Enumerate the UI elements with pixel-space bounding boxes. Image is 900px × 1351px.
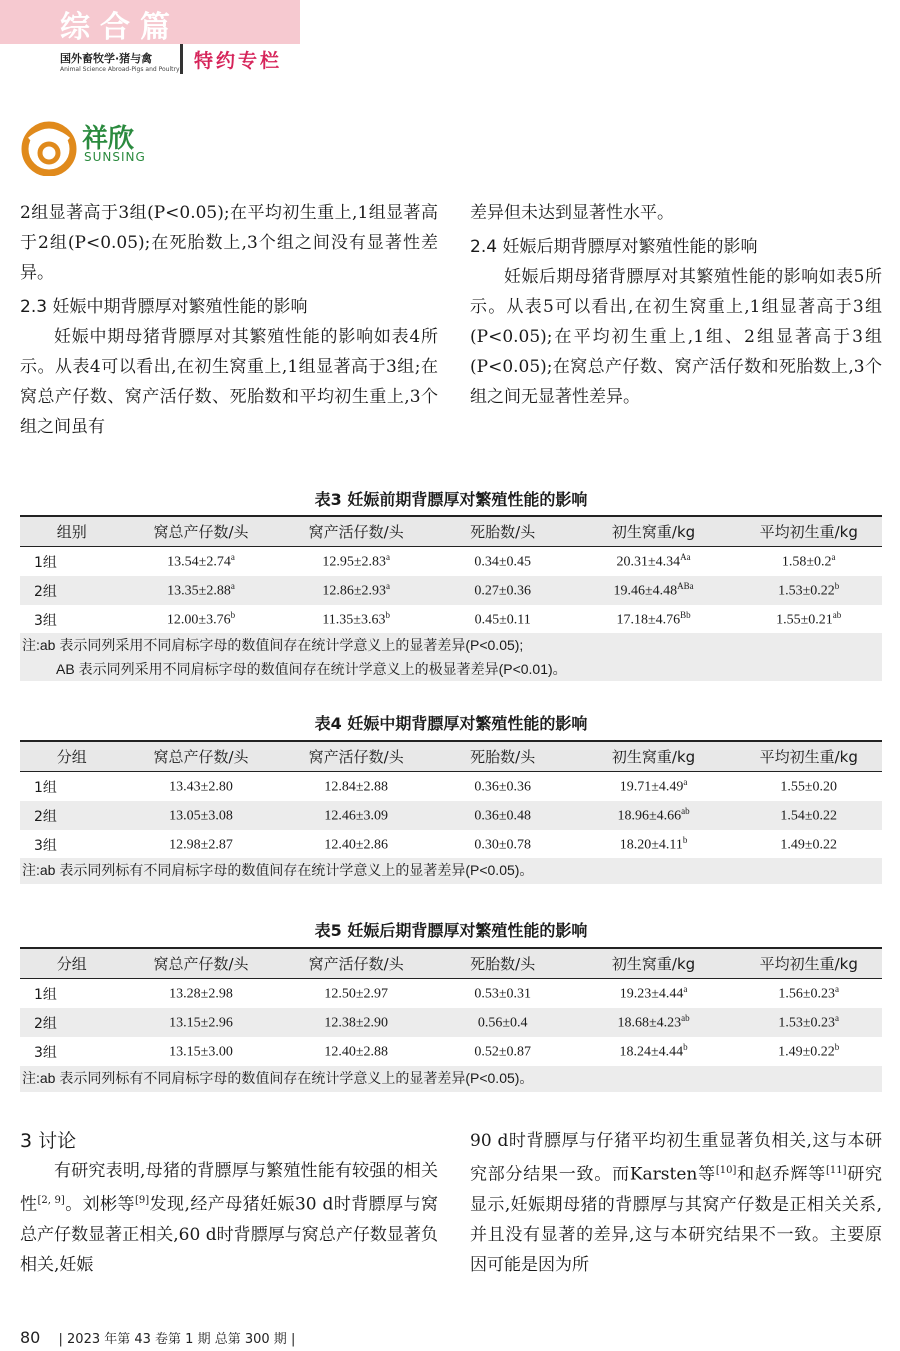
cell-value: 12.00±3.76	[166, 612, 231, 628]
table-cell	[434, 979, 572, 1009]
cell-value: 19.71±4.49	[619, 779, 684, 795]
table-header-cell: 平均初生重/kg	[735, 741, 882, 772]
right-column-upper	[470, 198, 882, 412]
significance-superscript: Bb	[680, 610, 691, 621]
table-cell	[123, 576, 278, 605]
significance-superscript: Aa	[680, 552, 691, 563]
table-cell	[434, 605, 572, 635]
cell-value: 1.56±0.23	[778, 986, 836, 1002]
table-cell	[434, 1008, 572, 1037]
table-cell	[279, 830, 434, 860]
citation: [10]	[715, 1165, 737, 1176]
cell-value: 13.28±2.98	[169, 986, 233, 1002]
table-cell	[735, 576, 882, 605]
table-cell	[735, 801, 882, 830]
table-cell	[279, 1037, 434, 1067]
table-5	[20, 947, 882, 1068]
cell-value: 20.31±4.34	[616, 554, 681, 570]
table-header-cell: 窝总产仔数/头	[123, 741, 278, 772]
significance-superscript: b	[682, 835, 688, 846]
sunsing-logo-icon	[20, 118, 78, 176]
citation: [2, 9]	[37, 1195, 65, 1206]
header-divider	[180, 44, 183, 74]
table-header-cell: 分组	[20, 741, 123, 772]
significance-superscript: a	[835, 1013, 840, 1024]
significance-superscript: a	[230, 552, 235, 563]
table-4	[20, 740, 882, 861]
cell-value: 12.50±2.97	[324, 986, 389, 1002]
cell-value: 19.23±4.44	[619, 986, 684, 1002]
significance-superscript: a	[831, 552, 836, 563]
table-cell	[572, 605, 736, 635]
cell-value: 0.36±0.36	[474, 779, 532, 795]
table-cell	[123, 605, 278, 635]
body-paragraph: 差异但未达到显著性水平。	[470, 203, 674, 223]
body-paragraph: 妊娠后期母猪背膘厚对其繁殖性能的影响如表5所示。从表5可以看出,在初生窝重上,1组显著高于3组(P<0.05);在平均初生重上,1组、2组显著高于3组(P<0.05);在窝总产仔数、窝产活仔数和死胎数上,3个组之间无显著性差异。	[470, 267, 882, 407]
table-cell	[279, 576, 434, 605]
group-cell: 1组	[34, 986, 57, 1003]
significance-superscript: b	[230, 610, 236, 621]
table-header-cell: 窝产活仔数/头	[279, 516, 434, 547]
table-note-line: 注:ab 表示同列标有不同肩标字母的数值间存在统计学意义上的显著差异(P<0.05)。	[22, 1070, 534, 1086]
magazine-name-en: Animal Science Abroad-Pigs and Poultry	[60, 66, 180, 73]
table-cell	[279, 772, 434, 802]
cell-value: 1.55±0.21	[776, 612, 833, 628]
magazine-name	[60, 50, 180, 76]
table-cell	[735, 605, 882, 635]
table-cell	[572, 801, 736, 830]
table-5-note	[20, 1066, 882, 1092]
cell-value: 18.96±4.66	[617, 808, 682, 824]
table-cell	[434, 576, 572, 605]
cell-value: 0.27±0.36	[474, 583, 532, 599]
table-note-line: 注:ab 表示同列采用不同肩标字母的数值间存在统计学意义上的显著差异(P<0.05);	[22, 637, 524, 653]
cell-value: 12.38±2.90	[324, 1015, 389, 1031]
body-paragraph	[470, 1126, 882, 1280]
cell-value: 0.34±0.45	[474, 554, 532, 570]
magazine-name-cn: 国外畜牧学·猪与禽	[60, 52, 153, 65]
table-header-cell: 分组	[20, 948, 123, 979]
table-header-cell: 窝产活仔数/头	[279, 741, 434, 772]
group-cell: 2组	[20, 1008, 123, 1037]
table-cell	[572, 772, 736, 802]
significance-superscript: b	[834, 581, 840, 592]
cell-value: 19.46±4.48	[613, 583, 678, 599]
table-cell	[572, 1037, 736, 1067]
significance-superscript: a	[683, 777, 688, 788]
table-header-cell: 窝总产仔数/头	[123, 948, 278, 979]
table-header-cell: 窝产活仔数/头	[279, 948, 434, 979]
table-4-note	[20, 858, 882, 884]
page-number: 80	[20, 1328, 41, 1347]
table-cell	[123, 1008, 278, 1037]
cell-value: 12.86±2.93	[322, 583, 387, 599]
table-header-cell: 初生窝重/kg	[572, 516, 736, 547]
table-cell	[434, 801, 572, 830]
cell-value: 1.55±0.20	[780, 779, 838, 795]
footer-separator: |	[290, 1332, 296, 1347]
group-cell: 3组	[20, 1037, 123, 1067]
page-footer	[20, 1328, 295, 1347]
significance-superscript: a	[386, 581, 391, 592]
body-paragraph: 妊娠中期母猪背膘厚对其繁殖性能的影响如表4所示。从表4可以看出,在初生窝重上,1组显著高于3组;在窝总产仔数、窝产活仔数、死胎数和平均初生重上,3个组之间虽有	[20, 327, 438, 437]
section-title: 综合篇	[60, 10, 180, 45]
cell-value: 0.36±0.48	[474, 808, 532, 824]
table-cell	[434, 772, 572, 802]
citation: [11]	[825, 1165, 847, 1176]
issue-info: 2023 年第 43 卷第 1 期 总第 300 期	[67, 1332, 287, 1347]
cell-value: 1.53±0.23	[778, 1015, 836, 1031]
significance-superscript: a	[683, 984, 688, 995]
cell-value: 12.98±2.87	[169, 837, 233, 853]
cell-value: 0.30±0.78	[474, 837, 532, 853]
cell-value: 1.58±0.2	[781, 554, 832, 570]
table-cell	[123, 772, 278, 802]
table-cell	[434, 830, 572, 860]
table-4-title: 表4 妊娠中期背膘厚对繁殖性能的影响	[314, 714, 588, 733]
table-cell	[735, 772, 882, 802]
table-row	[20, 1037, 882, 1067]
body-text: 。刘彬等	[64, 1194, 135, 1215]
table-row	[20, 830, 882, 860]
table-3	[20, 515, 882, 636]
cell-value: 1.49±0.22	[780, 837, 838, 853]
table-cell	[735, 547, 882, 577]
sponsor-logo	[20, 118, 170, 178]
citation: [9]	[135, 1195, 150, 1206]
table-cell	[279, 1008, 434, 1037]
special-column-label: 特约专栏	[194, 50, 283, 72]
group-cell: 2组	[20, 576, 123, 605]
cell-value: 13.15±2.96	[169, 1015, 233, 1031]
section-heading-3: 3 讨论	[20, 1130, 77, 1152]
cell-value: 13.05±3.08	[169, 808, 233, 824]
cell-value: 17.18±4.76	[616, 612, 681, 628]
significance-superscript: b	[834, 1042, 840, 1053]
body-text: 和赵乔辉等	[736, 1164, 826, 1185]
table-note-line: AB 表示同列采用不同肩标字母的数值间存在统计学意义上的极显著差异(P<0.01)。	[56, 661, 567, 677]
group-cell: 3组	[20, 605, 123, 635]
table-header-cell: 平均初生重/kg	[735, 516, 882, 547]
table-cell	[434, 547, 572, 577]
table-cell	[123, 830, 278, 860]
group-cell: 3组	[20, 830, 123, 860]
table-header-cell: 死胎数/头	[434, 948, 572, 979]
table-cell	[279, 979, 434, 1009]
significance-superscript: a	[230, 581, 235, 592]
body-text: 90 d时背膘厚与仔猪平均初生重显著负相关,这与本研究部分结果一致。而Karsten等	[470, 1131, 882, 1185]
cell-value: 13.15±3.00	[169, 1044, 233, 1060]
cell-value: 1.54±0.22	[780, 808, 838, 824]
cell-value: 12.46±3.09	[324, 808, 389, 824]
significance-superscript: ab	[681, 1013, 690, 1024]
table-header-cell: 死胎数/头	[434, 741, 572, 772]
significance-superscript: a	[835, 984, 840, 995]
logo-text-en: SUNSING	[84, 150, 146, 164]
table-cell	[572, 979, 736, 1009]
table-cell	[123, 547, 278, 577]
table-cell	[735, 1037, 882, 1067]
table-header-cell: 平均初生重/kg	[735, 948, 882, 979]
table-cell	[434, 1037, 572, 1067]
cell-value: 13.54±2.74	[167, 554, 231, 570]
table-row	[20, 801, 882, 830]
table-header-cell: 初生窝重/kg	[572, 741, 736, 772]
table-cell	[123, 801, 278, 830]
cell-value: 18.20±4.11	[619, 837, 683, 853]
significance-superscript: ab	[681, 806, 690, 817]
section-heading-2-4: 2.4 妊娠后期背膘厚对繁殖性能的影响	[470, 237, 758, 257]
table-cell	[279, 801, 434, 830]
table-cell	[279, 547, 434, 577]
body-text: 有研究表明,母猪的背膘厚与繁殖性能有较强的相关性	[20, 1161, 438, 1215]
significance-superscript: ABa	[677, 581, 694, 592]
cell-value: 1.53±0.22	[778, 583, 835, 599]
group-cell: 1组	[34, 779, 57, 796]
cell-value: 1.49±0.22	[778, 1044, 835, 1060]
group-cell: 2组	[20, 801, 123, 830]
left-column-lower	[20, 1126, 438, 1280]
table-cell	[572, 547, 736, 577]
cell-value: 0.53±0.31	[474, 986, 532, 1002]
table-cell	[735, 979, 882, 1009]
table-row	[20, 576, 882, 605]
table-3-note	[20, 633, 882, 681]
table-cell	[735, 1008, 882, 1037]
table-header-cell: 窝总产仔数/头	[123, 516, 278, 547]
cell-value: 12.95±2.83	[322, 554, 387, 570]
body-text: 发现,经产母猪妊娠30 d时背膘厚与窝总产仔数显著正相关,60 d时背膘厚与窝总产仔数显著负相关,妊娠	[20, 1194, 439, 1275]
table-cell	[572, 1008, 736, 1037]
table-5-title: 表5 妊娠后期背膘厚对繁殖性能的影响	[314, 921, 588, 940]
table-row	[20, 979, 882, 1009]
significance-superscript: a	[386, 552, 391, 563]
cell-value: 12.40±2.86	[324, 837, 389, 853]
table-header-cell: 组别	[20, 516, 123, 547]
table-row	[20, 605, 882, 635]
body-paragraph: 2组显著高于3组(P<0.05);在平均初生重上,1组显著高于2组(P<0.05);在死胎数上,3个组之间没有显著性差异。	[20, 203, 438, 283]
table-cell	[735, 830, 882, 860]
cell-value: 0.52±0.87	[474, 1044, 532, 1060]
cell-value: 13.43±2.80	[169, 779, 233, 795]
group-cell: 1组	[34, 554, 57, 571]
cell-value: 18.24±4.44	[619, 1044, 684, 1060]
significance-superscript: b	[683, 1042, 688, 1053]
table-cell	[572, 576, 736, 605]
cell-value: 0.56±0.4	[477, 1015, 528, 1031]
cell-value: 18.68±4.23	[617, 1015, 682, 1031]
section-heading-2-3: 2.3 妊娠中期背膘厚对繁殖性能的影响	[20, 297, 308, 317]
cell-value: 12.40±2.88	[324, 1044, 389, 1060]
table-header-cell: 死胎数/头	[434, 516, 572, 547]
significance-superscript: ab	[832, 610, 842, 621]
body-text: 研究显示,妊娠期母猪的背膘厚与其窝产仔数是正相关关系,并且没有显著的差异,这与本研究结果不一致。主要原因可能是因为所	[470, 1164, 883, 1275]
table-row	[20, 772, 882, 802]
cell-value: 12.84±2.88	[324, 779, 389, 795]
logo-text-cn: 祥欣	[82, 124, 135, 154]
body-paragraph	[20, 1156, 438, 1280]
cell-value: 0.45±0.11	[474, 612, 531, 628]
table-3-title: 表3 妊娠前期背膘厚对繁殖性能的影响	[314, 490, 588, 509]
table-header-cell: 初生窝重/kg	[572, 948, 736, 979]
table-cell	[123, 1037, 278, 1067]
table-row	[20, 1008, 882, 1037]
left-column-upper	[20, 198, 438, 442]
table-row	[20, 547, 882, 577]
significance-superscript: b	[385, 610, 390, 621]
table-cell	[279, 605, 434, 635]
cell-value: 11.35±3.63	[322, 612, 386, 628]
footer-separator: |	[58, 1332, 63, 1347]
cell-value: 13.35±2.88	[167, 583, 231, 599]
right-column-lower	[470, 1126, 882, 1280]
table-cell	[572, 830, 736, 860]
table-note-line: 注:ab 表示同列标有不同肩标字母的数值间存在统计学意义上的显著差异(P<0.05)。	[22, 862, 534, 878]
table-cell	[123, 979, 278, 1009]
